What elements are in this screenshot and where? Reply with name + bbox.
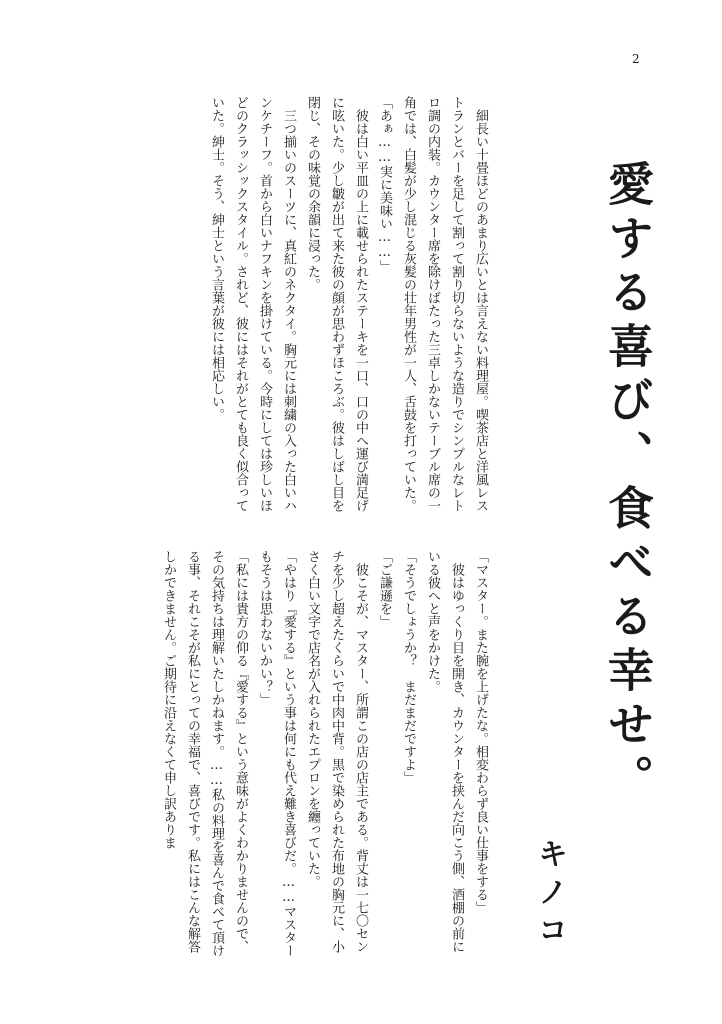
- body-text-upper: [100, 96, 492, 512]
- paragraph-opens-eyes: 彼はゆっくり目を開き、カウンターを挟んだ向こう側、酒棚の前にいる彼へと声をかけた。: [425, 550, 464, 953]
- dialogue-modesty: 「ご謙遜を」: [377, 550, 392, 628]
- dialogue-master-reply: 「そうでしょうか？ まだまだですよ」: [401, 550, 416, 784]
- dialogue-master-answer: 「私には貴方の仰る『愛する』という意味がよくわかりませんので、その気持ちは理解いたしかねます。……私の料理を喜んで食べて頂ける事、それこそが私にとっての幸福で、喜びです。私にはこんな解答しかできません。ご期待に沿えなくて申し訳ありま: [161, 550, 248, 957]
- paragraph-gentleman-attire: 三つ揃いのスーツに、真紅のネクタイ。胸元には刺繍の入った白いハンケチーフ。首から白いナフキンを掛けている。今時にしては珍しいほどのクラッシックスタイル。されど、彼にはそれがとても良く似合っていた。紳士。そう、紳士という言葉が彼には相応しい。: [209, 96, 296, 512]
- dialogue-to-love: 「やはり『愛する』という事は何にも代え難き喜びだ。……マスターもそうは思わないかい？」: [257, 550, 296, 957]
- page-number: 2: [632, 52, 640, 66]
- story-title: 愛する喜び、食べる幸せ。: [601, 160, 655, 808]
- paragraph-master-description: 彼こそが、マスター、所謂この店の店主である。背丈は一七〇センチを少し超えたくらいで中肉中背。黒で染められた布地の胸元に、小さく白い文字で店名が入れられたエプロンを纏っていた。: [305, 550, 368, 953]
- dialogue-delicious: 「あぁ……実に美味い……」: [377, 96, 392, 273]
- body-text-lower: [100, 550, 492, 964]
- paragraph-restaurant-description: 細長い十畳ほどのあまり広いとは言えない料理屋。喫茶店と洋風レストランとバーを足して割って割り切らないような造りでシンプルなレトロ調の内装。カウンター席を除けばたった三卓しかないテーブル席の一角では、白髪が少し混じる灰髪の壮年男性が一人、舌鼓を打っていた。: [401, 96, 488, 512]
- dialogue-master-praise: 「マスター。また腕を上げたな。相変わらず良い仕事をする」: [473, 550, 488, 914]
- paragraph-steak: 彼は白い平皿の上に載せられたステーキを一口、口の中へ運び満足げに呟いた。少し皺が出て来た彼の顔が思わずほころぶ。彼はしばし目を閉じ、その味覚の余韻に浸った。: [305, 96, 368, 512]
- author-name: キノコ: [532, 838, 567, 952]
